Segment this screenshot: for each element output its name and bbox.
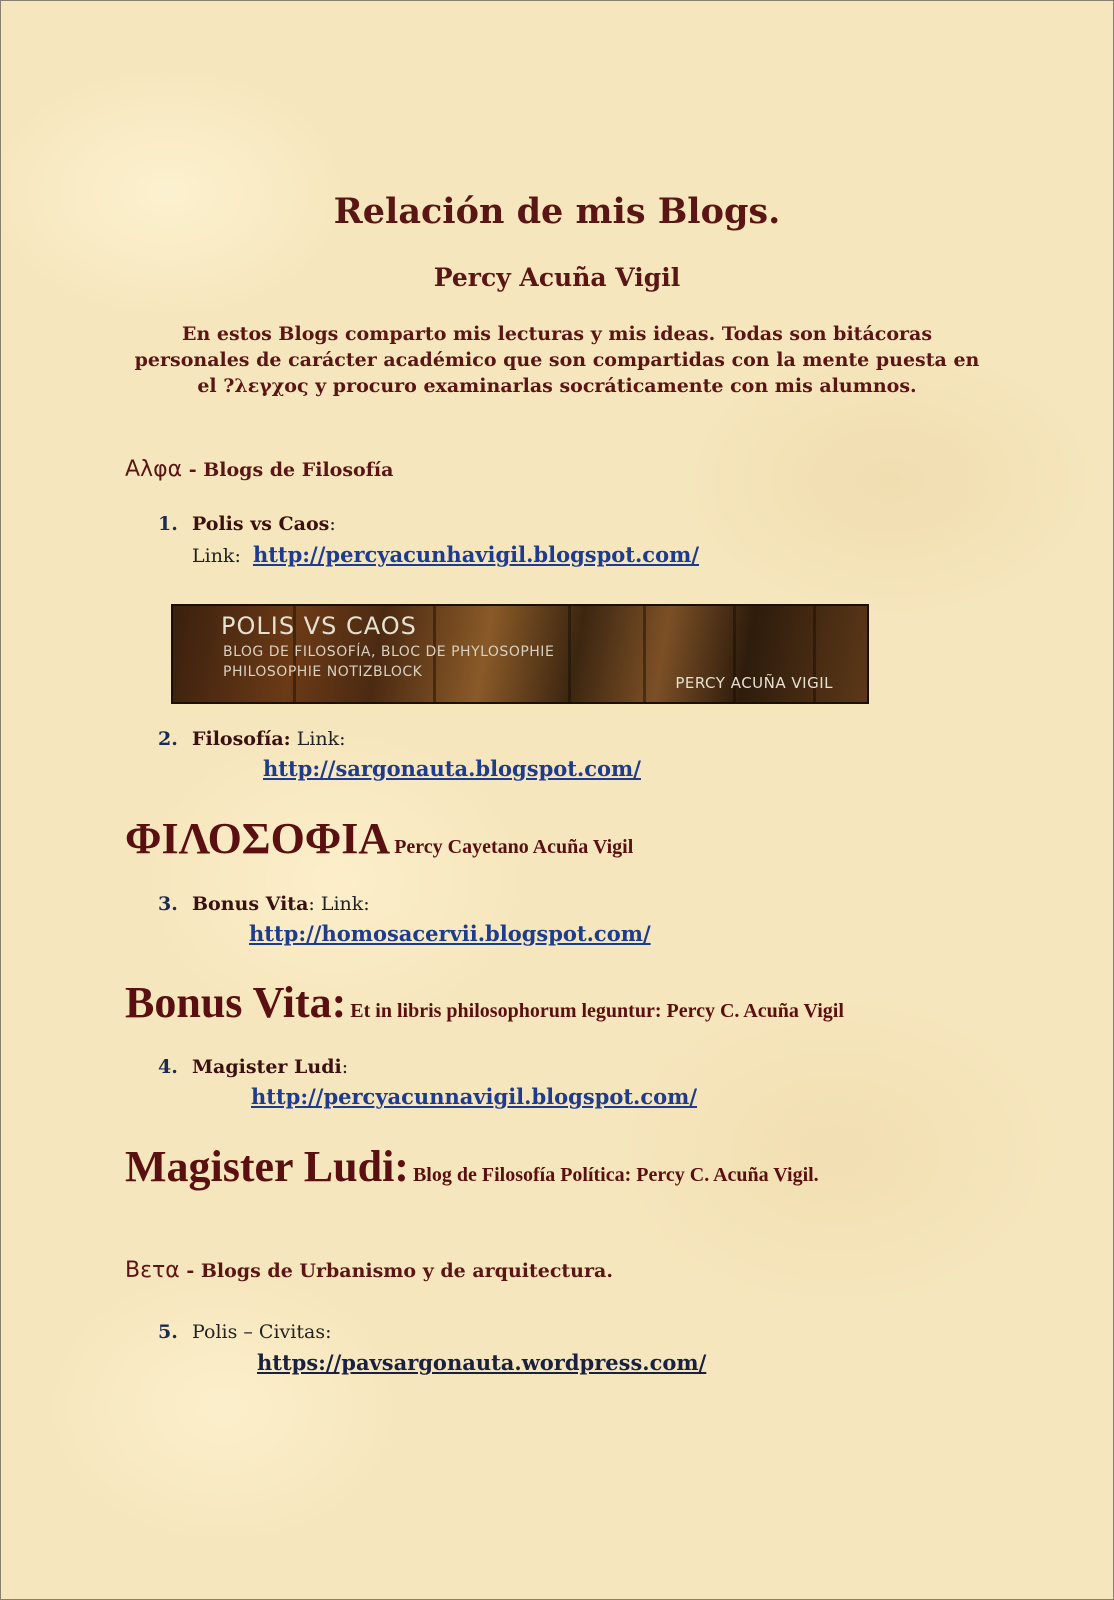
section-greek-label: Βετα	[125, 1258, 180, 1283]
list-number: 5.	[158, 1321, 178, 1343]
banner-line: PHILOSOPHIE NOTIZBLOCK	[223, 664, 423, 680]
list-number: 1.	[158, 513, 178, 535]
item-suffix: :	[341, 1056, 349, 1078]
document-title: Relación de mis Blogs.	[333, 191, 781, 232]
list-item	[192, 893, 370, 915]
blog-header-subtitle: Et in libris philosophorum leguntur: Percy C. Acuña Vigil	[350, 1000, 844, 1022]
blog-name: Polis – Civitas:	[192, 1321, 332, 1343]
banner-line: BLOG DE FILOSOFÍA, BLOC DE PHYLOSOPHIE	[223, 644, 555, 660]
blog-header-title: Bonus Vita:	[125, 978, 347, 1027]
list-number: 2.	[158, 728, 178, 750]
blog-name: Bonus Vita	[192, 893, 309, 915]
link-prefix: Link:	[192, 545, 241, 567]
blog-link[interactable]: http://percyacunnavigil.blogspot.com/	[251, 1084, 698, 1109]
banner-title: POLIS VS CAOS	[221, 612, 417, 640]
blog-header	[125, 813, 633, 864]
section-heading-beta	[125, 1258, 613, 1283]
section-label: - Blogs de Filosofía	[188, 459, 394, 481]
list-item	[192, 1056, 348, 1078]
list-item	[192, 1321, 331, 1343]
link-row	[192, 542, 699, 567]
section-heading-alfa	[125, 457, 393, 482]
list-number: 4.	[158, 1056, 178, 1078]
list-item	[192, 513, 336, 535]
blog-header-subtitle: Percy Cayetano Acuña Vigil	[394, 836, 634, 858]
banner-author: PERCY ACUÑA VIGIL	[675, 674, 833, 692]
blog-link[interactable]: http://sargonauta.blogspot.com/	[263, 756, 641, 781]
item-suffix: Link:	[290, 728, 346, 750]
blog-link[interactable]: http://percyacunhavigil.blogspot.com/	[252, 542, 699, 567]
list-number: 3.	[158, 893, 178, 915]
blog-header	[125, 1141, 819, 1192]
blog-header-subtitle: Blog de Filosofía Política: Percy C. Acuña Vigil.	[412, 1164, 819, 1186]
blog-header-title: ΦΙΛΟΣΟΦΙΑ	[125, 814, 391, 863]
polis-vs-caos-banner	[171, 604, 869, 704]
document-author: Percy Acuña Vigil	[433, 263, 681, 292]
item-suffix: : Link:	[308, 893, 370, 915]
item-suffix: :	[329, 513, 336, 535]
blog-link[interactable]: http://homosacervii.blogspot.com/	[249, 921, 651, 946]
blog-name: Magister Ludi	[192, 1056, 342, 1078]
blog-header	[125, 977, 844, 1028]
intro-paragraph: En estos Blogs comparto mis lecturas y mis ideas. Todas son bitácoras personales de carácter académico que son compartidas con la mente puesta en el ?λεγχος y procuro examinarlas socráticamente con mis alumnos.	[134, 323, 980, 397]
blog-header-title: Magister Ludi:	[125, 1142, 409, 1191]
section-greek-label: Αλφα	[125, 457, 183, 482]
blog-link[interactable]: https://pavsargonauta.wordpress.com/	[257, 1350, 707, 1375]
list-item	[192, 728, 346, 750]
blog-name: Polis vs Caos	[192, 513, 330, 535]
section-label: - Blogs de Urbanismo y de arquitectura.	[186, 1260, 613, 1282]
blog-name: Filosofía:	[192, 728, 291, 750]
